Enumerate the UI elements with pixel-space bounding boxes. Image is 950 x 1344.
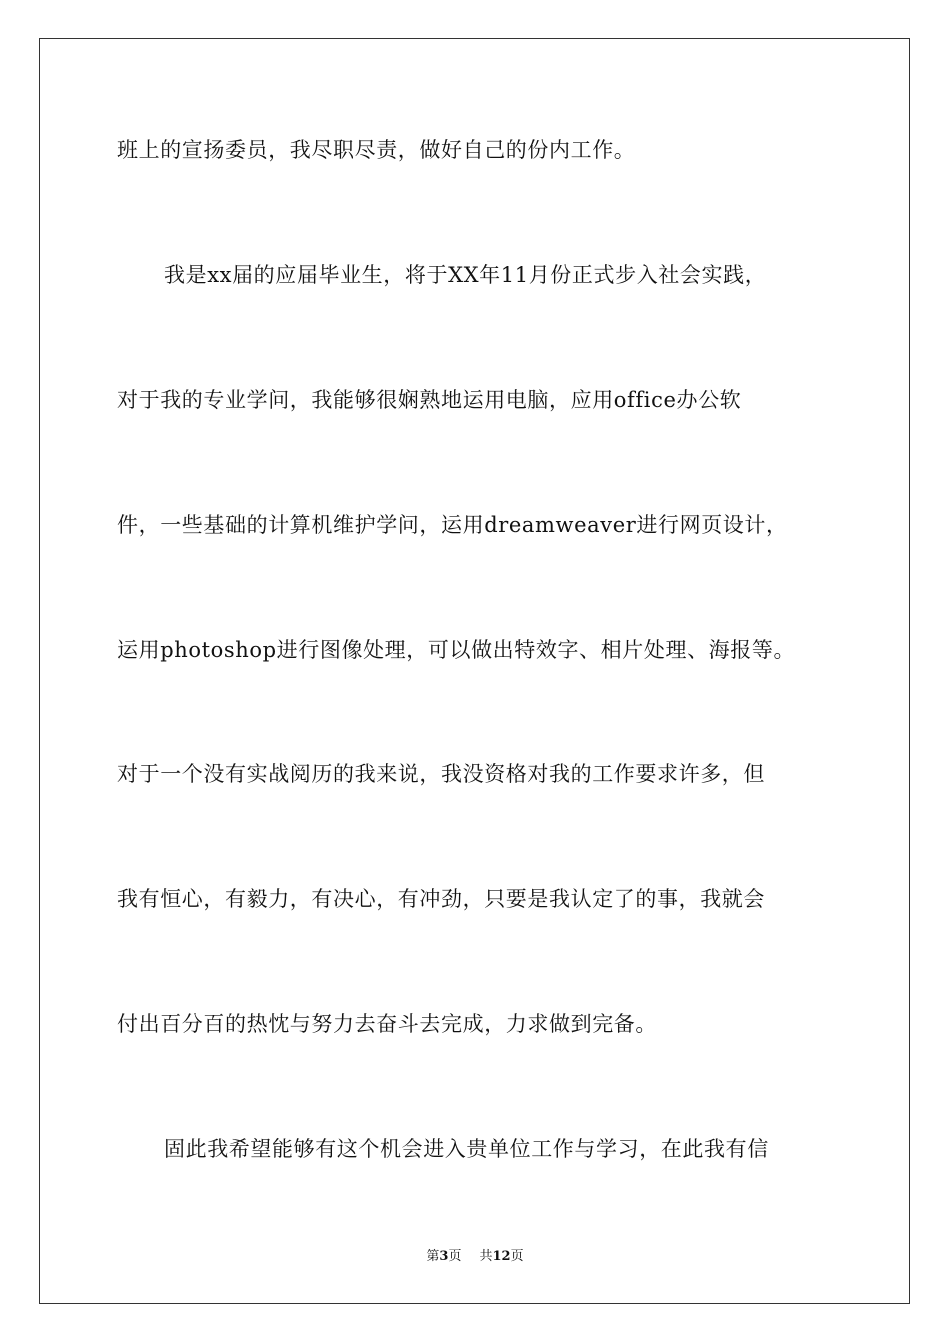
page-footer [0, 1248, 950, 1266]
footer-page-prefix: 第 [426, 1249, 440, 1264]
body-line-9: 固此我希望能够有这个机会进入贵单位工作与学习，在此我有信 [164, 1137, 769, 1161]
page-frame [39, 38, 910, 1304]
body-line-4: 件，一些基础的计算机维护学问，运用dreamweaver进行网页设计， [117, 513, 788, 537]
body-line-2: 我是xx届的应届毕业生，将于XX年11月份正式步入社会实践， [164, 263, 767, 287]
body-line-6: 对于一个没有实战阅历的我来说，我没资格对我的工作要求许多，但 [117, 762, 765, 786]
body-line-8: 付出百分百的热忱与努力去奋斗去完成，力求做到完备。 [117, 1012, 657, 1036]
footer-total-pages: 12 [492, 1249, 511, 1264]
body-line-1: 班上的宣扬委员，我尽职尽责，做好自己的份内工作。 [117, 138, 636, 162]
footer-page-number: 3 [439, 1249, 449, 1264]
footer-page-suffix: 页 [448, 1249, 462, 1264]
body-line-5: 运用photoshop进行图像处理，可以做出特效字、相片处理、海报等。 [117, 638, 796, 662]
body-line-3: 对于我的专业学问，我能够很娴熟地运用电脑，应用office办公软 [117, 388, 742, 412]
footer-total-suffix: 页 [510, 1249, 524, 1264]
footer-total-prefix: 共 [479, 1249, 493, 1264]
body-line-7: 我有恒心，有毅力，有决心，有冲劲，只要是我认定了的事，我就会 [117, 887, 765, 911]
